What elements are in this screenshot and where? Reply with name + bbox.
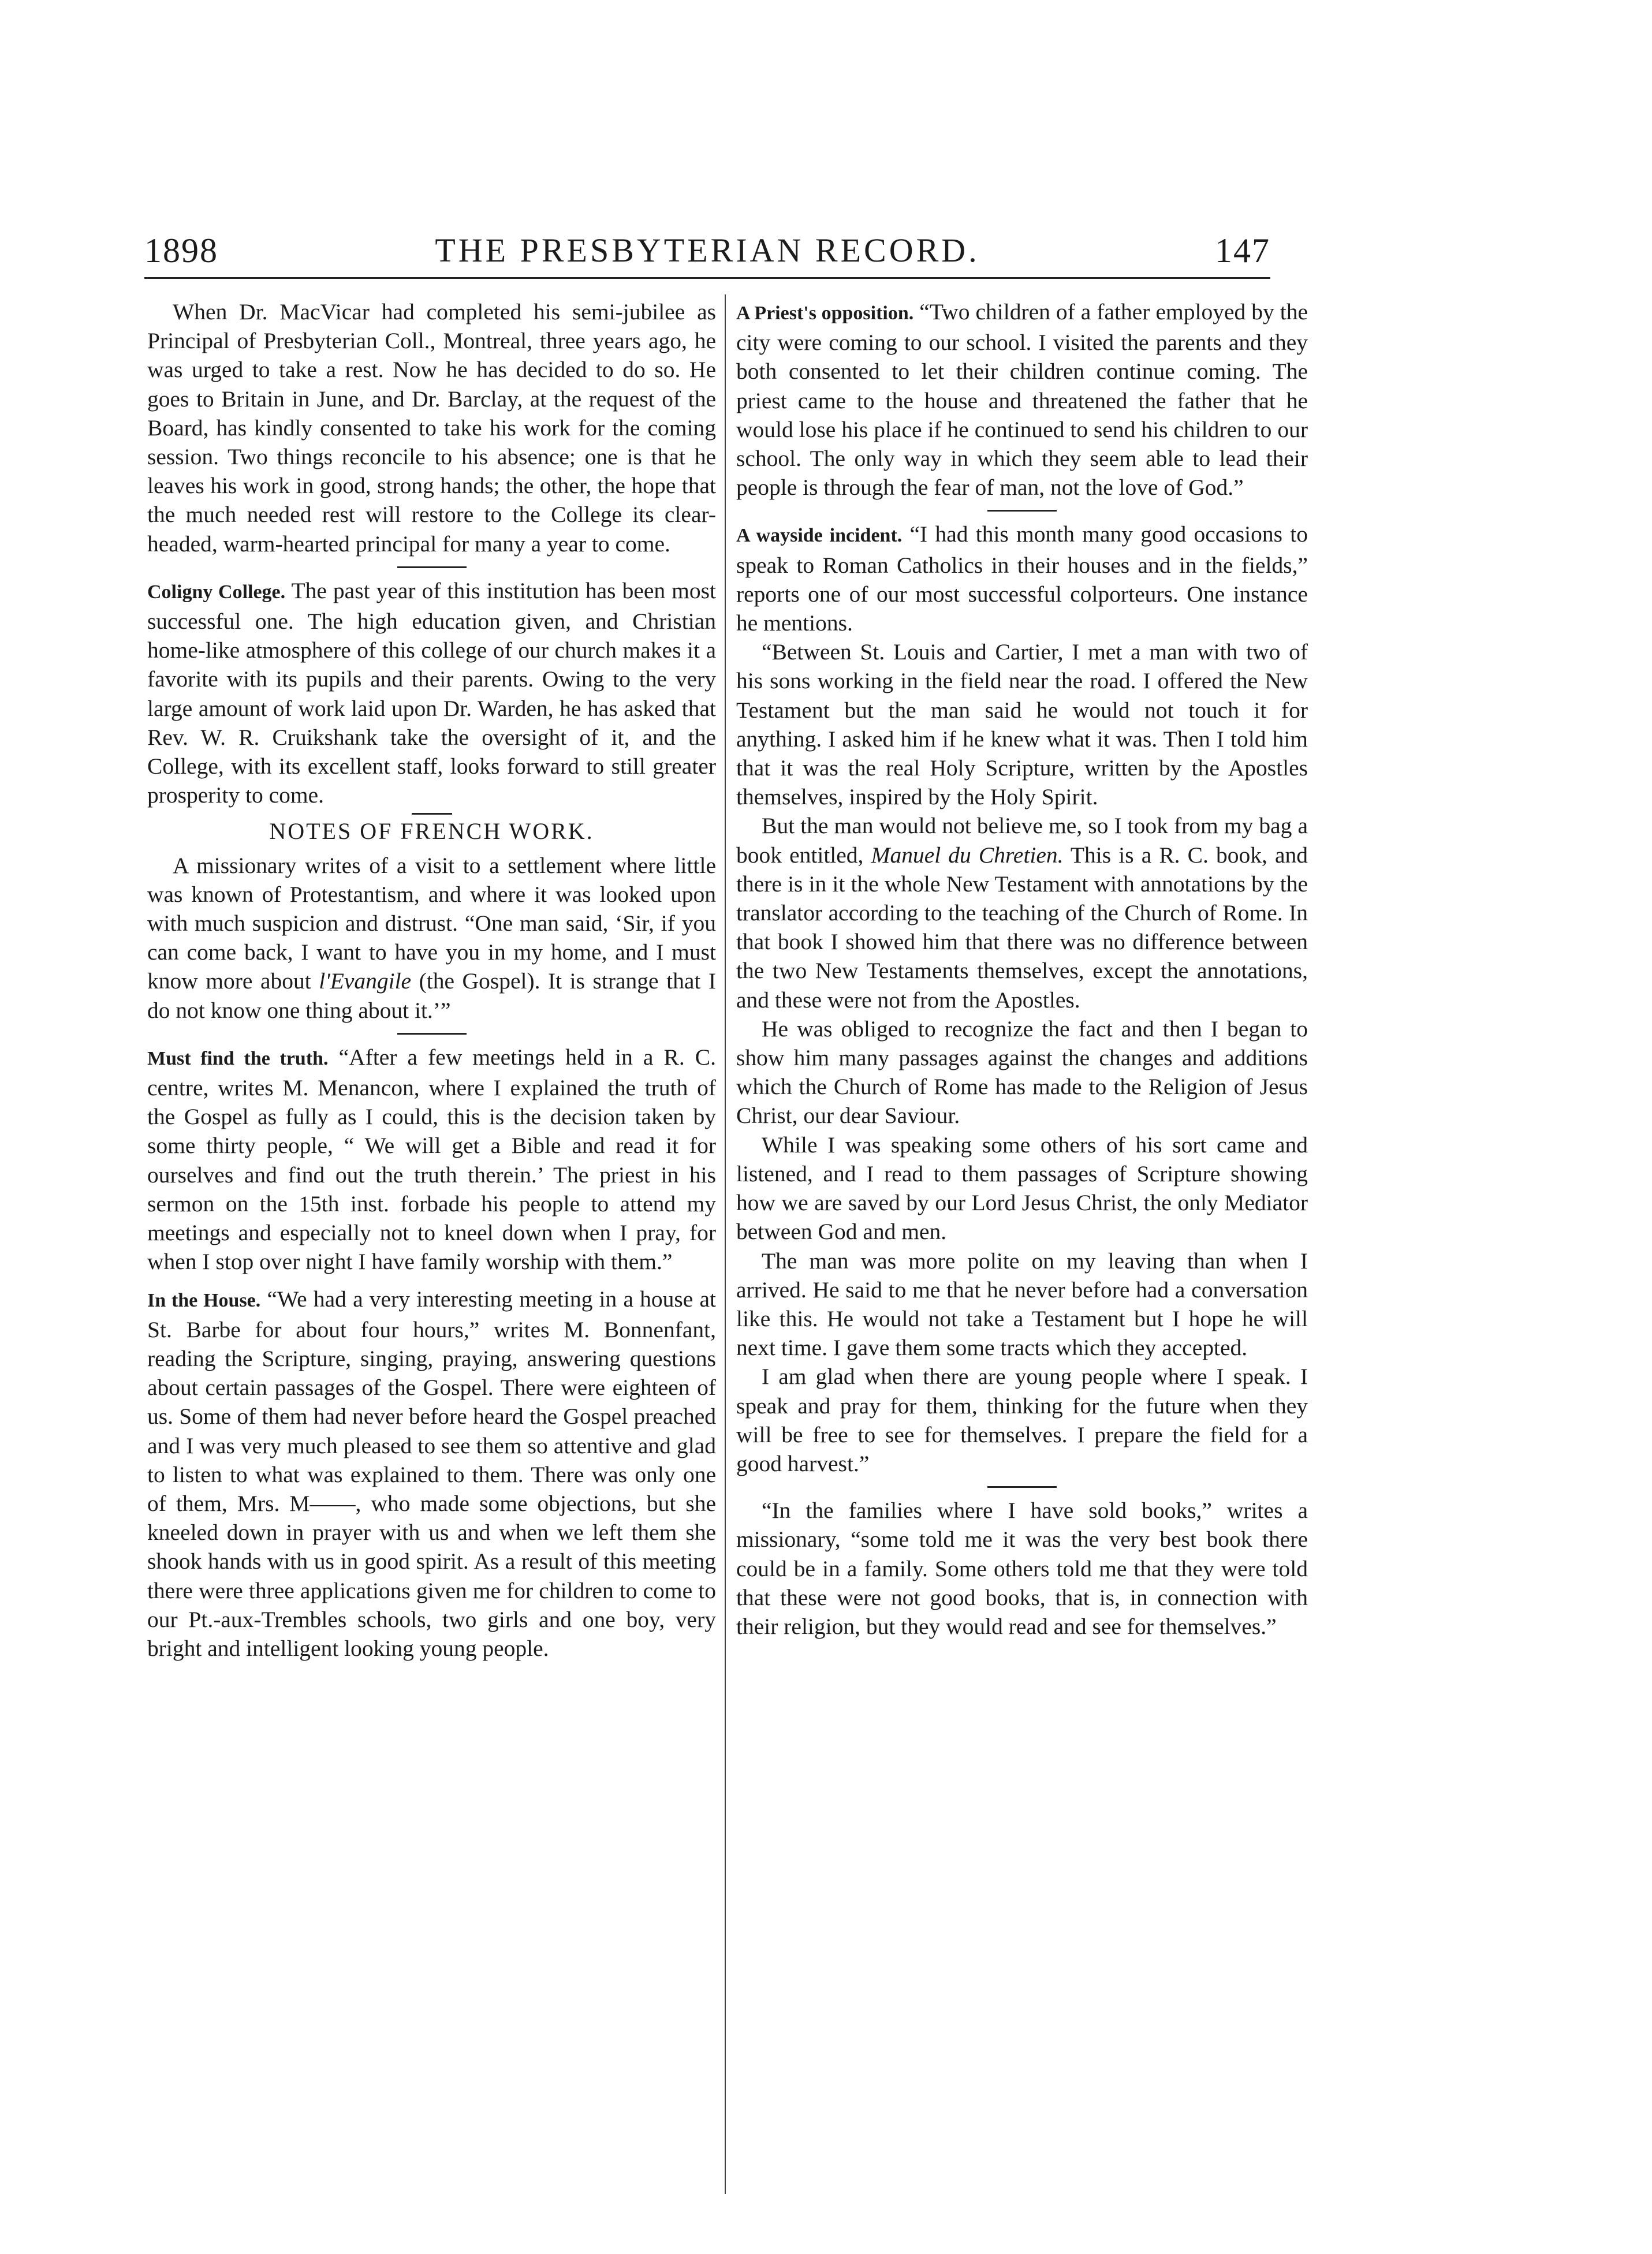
obliged-paragraph: He was obliged to recognize the fact and then I began to show him many passages against the changes and additions which the Church of Rome has made to the Religion of Jesus Christ, our dear Saviour. [736,1016,1308,1129]
italic-text: Manuel du Chretien. [871,842,1064,868]
section-separator [987,1486,1057,1488]
side-heading: Coligny College. [147,581,286,603]
right-column [736,297,1308,1641]
paragraph-text: But the man would not believe me, so I took from my bag a book entitled, [736,813,1308,868]
wayside-paragraph [736,520,1308,637]
paragraph-text: “Two children of a father employed by the city were coming to our school. I visited the parents and they both consented to let their children continue coming. The priest came to the house and threatened the father that he would lose his place if he continued to send his children to our school. The only way in which they seem able to lead their people is through the fear of man, not the love of God.” [736,299,1308,501]
coligny-paragraph [147,576,716,810]
section-title: NOTES OF FRENCH WORK. [269,818,594,845]
side-heading: A Priest's opposition. [736,303,914,324]
section-separator [397,1033,467,1035]
paragraph-text: This is a R. C. book, and there is in it the whole New Testament with annotations by the translator according to the teaching of the Church of Rome. In that book I showed him that there was no difference between the two New Testaments themselves, except the annotations, and these were not from the Apostles. [736,842,1308,1013]
section-separator [987,510,1057,512]
paragraph-text: “We had a very interesting meeting in a house at St. Barbe for about four hours,” writes M. Bonnenfant, reading the Scripture, singing, praying, answering questions about certain passages of the Gospel. There were eighteen of us. Some of them had never before heard the Gospel preached and I was very much pleased to see them so attentive and glad to listen to what was explained to them. There was only one of them, Mrs. M——, who made some objections, but she kneeled down in prayer with us and when we left them she shook hands with us in good spirit. As a result of this meeting there were three applications given me for children to come to our Pt.-aux-Trembles schools, two girls and one boy, very bright and intelligent looking young people. [147,1286,717,1661]
truth-paragraph [147,1043,716,1277]
while-paragraph: While I was speaking some others of his sort came and listened, and I read to them passages of Scripture showing how we are saved by our Lord Jesus Christ, the only Mediator between God and men. [736,1132,1308,1245]
missionary-paragraph [147,851,716,1025]
paragraph-text: “After a few meetings held in a R. C. centre, writes M. Menancon, where I explained the truth of the Gospel as fully as I could, this is the decision taken by some thirty people, “ We will get a Bible and read it for ourselves and find out the truth therein.’ The priest in his sermon on the 15th inst. forbade his people to attend my meetings and especially not to kneel down when I pray, for when I stop over night I have family worship with them.” [147,1044,716,1275]
section-separator [397,566,467,568]
page-number: 147 [1215,232,1270,270]
italic-text: l'Evangile [319,968,412,994]
paragraph-text: A missionary writes of a visit to a settlement where little was known of Protestantism, and where it was looked upon with much suspicion and distrust. “One man said, ‘Sir, if you can come back, I want to have you in my home, and I must know more about [147,852,716,994]
between-paragraph: “Between St. Louis and Cartier, I met a man with two of his sons working in the field near the road. I offered the New Testament but the man said he would not touch it for anything. I asked him if he knew what it was. Then I told him that it was the real Holy Scripture, written by the Apostles themselves, inspired by the Holy Spirit. [736,639,1308,810]
section-separator [412,813,452,815]
paragraph-text: “I had this month many good occasions to speak to Roman Catholics in their houses and in the fields,” reports one of our most successful colporteurs. One instance he mentions. [736,521,1308,636]
side-heading: Must find the truth. [147,1047,329,1069]
spacer [147,1277,716,1285]
paragraph-text: (the Gospel). It is strange that I do not know one thing about it.’” [147,968,717,1023]
polite-paragraph: The man was more polite on my leaving than when I arrived. He said to me that he never before had a conversation like this. He would not take a Testament but I hope he will next time. I gave them some tracts which they accepted. [736,1248,1308,1361]
priest-paragraph [736,297,1308,502]
paragraph-text: The past year of this institution has been most successful one. The high education given, and Christian home-like atmosphere of this college of our church makes it a favorite with its pupils and their parents. Owing to the very large amount of work laid upon Dr. Warden, he has asked that Rev. W. R. Cruikshank take the oversight of it, and the College, with its excellent staff, looks forward to still greater prosperity to come. [147,577,716,808]
left-column [147,297,716,1663]
macvicar-paragraph: When Dr. MacVicar had completed his semi-jubilee as Principal of Presbyterian Coll., Montreal, three years ago, he was urged to take a rest. Now he has decided to do so. He goes to Britain in June, and Dr. Barclay, at the request of the Board, has kindly consented to take his work for the coming session. Two things reconcile to his absence; one is that he leaves his work in good, strong hands; the other, the hope that the much needed rest will restore to the College its clear-headed, warm-hearted principal for many a year to come. [147,299,716,557]
manuel-paragraph [736,811,1308,1014]
masthead-title: THE PRESBYTERIAN RECORD. [435,232,980,269]
page-year: 1898 [144,232,218,270]
glad-paragraph: I am glad when there are young people where I speak. I speak and pray for them, thinking for the future when they will be free to see for themselves. I prepare the field for a good harvest.” [736,1364,1308,1476]
page-header [144,231,1270,279]
side-heading: In the House. [147,1289,261,1311]
side-heading: A wayside incident. [736,525,903,547]
column-divider [725,294,726,2194]
families-paragraph: “In the families where I have sold books,” writes a missionary, “some told me it was the very best book there could be in a family. Some others told me that they were told that these were not good books, that is, in connection with their religion, but they would read and see for themselves.” [736,1498,1308,1639]
house-paragraph [147,1285,716,1663]
